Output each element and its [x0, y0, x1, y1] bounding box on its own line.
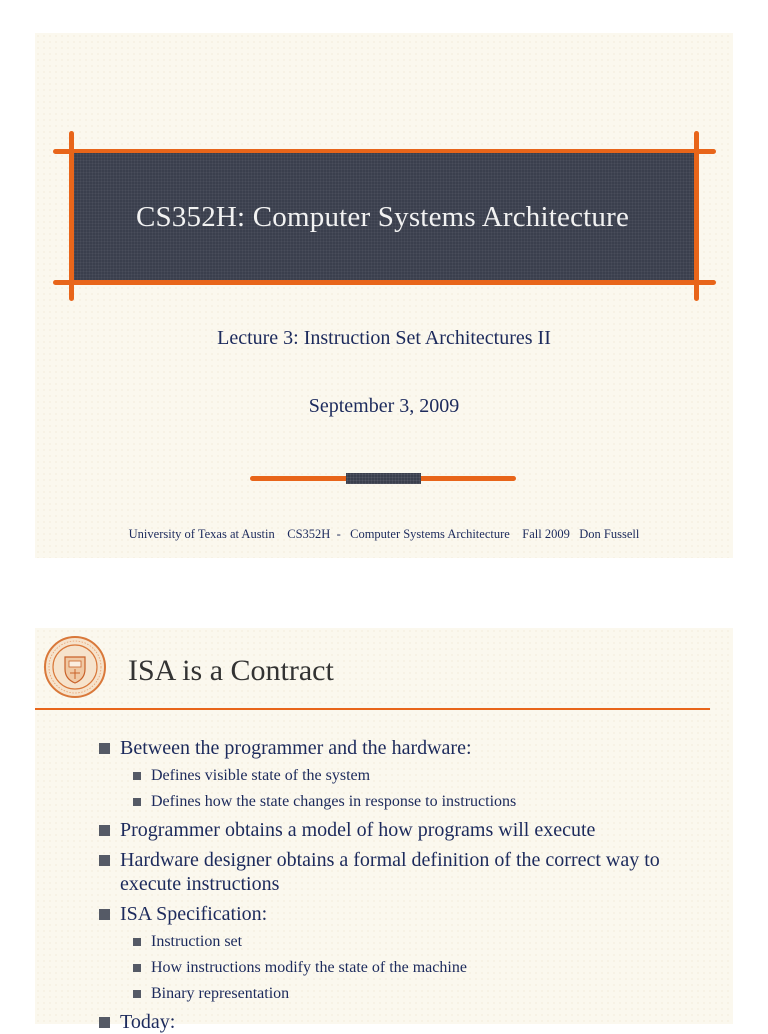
bullet-item: Programmer obtains a model of how programs will execute	[98, 818, 718, 842]
bullet-list	[98, 736, 718, 1034]
title-slide	[35, 33, 733, 558]
title-bar	[70, 153, 695, 281]
lecture-date: September 3, 2009	[308, 395, 460, 417]
bullet-item: Today:	[98, 1010, 718, 1034]
square-bullet-icon	[133, 938, 141, 946]
square-bullet-icon	[99, 743, 110, 754]
square-bullet-icon	[99, 825, 110, 836]
content-slide	[35, 628, 733, 1033]
slide-title: CS352H: Computer Systems Architecture	[135, 200, 630, 233]
title-bottom-rule	[53, 280, 716, 285]
square-bullet-icon	[133, 798, 141, 806]
bullet-item: ISA Specification:	[98, 902, 718, 926]
bullet-item: Between the programmer and the hardware:	[98, 736, 718, 760]
title-underline	[35, 708, 710, 710]
sub-bullet-item: Binary representation	[98, 984, 718, 1004]
square-bullet-icon	[99, 1017, 110, 1028]
sub-bullet-item: How instructions modify the state of the machine	[98, 958, 718, 978]
square-bullet-icon	[99, 909, 110, 920]
sub-bullet-item: Defines how the state changes in response to instructions	[98, 792, 718, 812]
slide-footer: University of Texas at Austin CS352H - Computer Systems Architecture Fall 2009 Don Fussell	[128, 527, 640, 541]
sub-bullet-item: Instruction set	[98, 932, 718, 952]
university-seal-icon	[43, 635, 107, 699]
square-bullet-icon	[133, 772, 141, 780]
bullet-item: Hardware designer obtains a formal definition of the correct way to execute instructions	[98, 848, 718, 896]
square-bullet-icon	[133, 990, 141, 998]
slide-title: ISA is a Contract	[128, 654, 334, 687]
square-bullet-icon	[133, 964, 141, 972]
square-bullet-icon	[99, 855, 110, 866]
sub-bullet-item: Defines visible state of the system	[98, 766, 718, 786]
title-left-rule	[69, 131, 74, 301]
lecture-subtitle: Lecture 3: Instruction Set Architectures II	[217, 327, 551, 349]
divider-block	[346, 473, 421, 484]
title-right-rule	[694, 131, 699, 301]
